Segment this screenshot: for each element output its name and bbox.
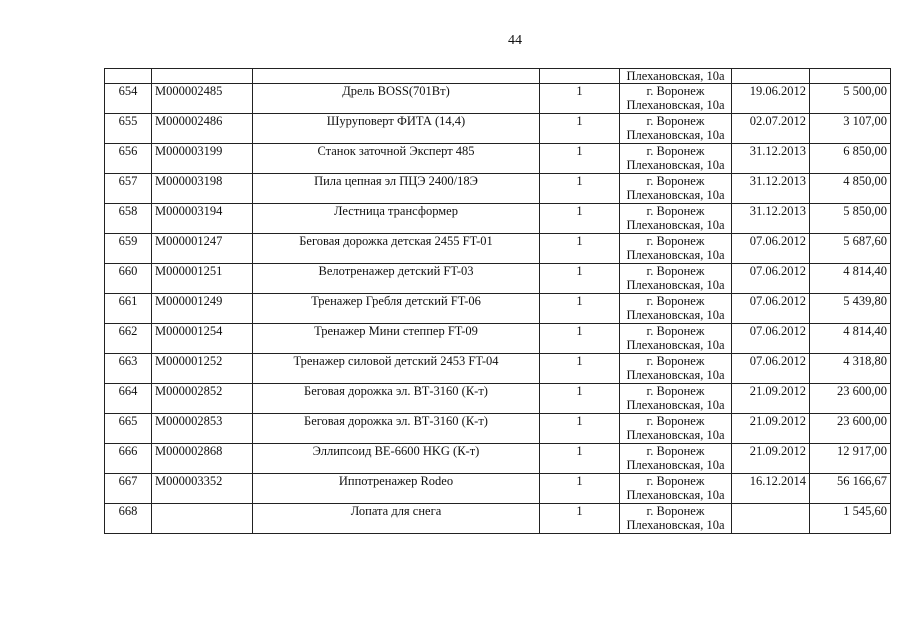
cell-name: Дрель BOSS(701Вт) bbox=[253, 84, 540, 114]
cell-price: 4 850,00 bbox=[810, 174, 891, 204]
cell-price: 23 600,00 bbox=[810, 414, 891, 444]
cell-price: 4 318,80 bbox=[810, 354, 891, 384]
location-line1: г. Воронеж bbox=[646, 474, 705, 488]
cell-name bbox=[253, 69, 540, 84]
cell-price: 1 545,60 bbox=[810, 504, 891, 534]
cell-price: 5 500,00 bbox=[810, 84, 891, 114]
table-row bbox=[105, 354, 891, 384]
table-row bbox=[105, 444, 891, 474]
cell-location bbox=[620, 474, 732, 504]
table-row bbox=[105, 384, 891, 414]
cell-num: 656 bbox=[105, 144, 152, 174]
cell-quantity: 1 bbox=[540, 474, 620, 504]
cell-inventory-number bbox=[152, 69, 253, 84]
location-line1: г. Воронеж bbox=[646, 324, 705, 338]
cell-name: Лестница трансформер bbox=[253, 204, 540, 234]
cell-location bbox=[620, 144, 732, 174]
cell-price: 4 814,40 bbox=[810, 264, 891, 294]
location-line1: г. Воронеж bbox=[646, 144, 705, 158]
cell-price: 3 107,00 bbox=[810, 114, 891, 144]
cell-date: 19.06.2012 bbox=[732, 84, 810, 114]
cell-name: Станок заточной Эксперт 485 bbox=[253, 144, 540, 174]
cell-quantity: 1 bbox=[540, 414, 620, 444]
table-row bbox=[105, 264, 891, 294]
cell-date: 02.07.2012 bbox=[732, 114, 810, 144]
cell-name: Лопата для снега bbox=[253, 504, 540, 534]
cell-quantity: 1 bbox=[540, 354, 620, 384]
cell-location bbox=[620, 354, 732, 384]
cell-num: 666 bbox=[105, 444, 152, 474]
cell-quantity bbox=[540, 69, 620, 84]
cell-name: Тренажер Гребля детский FT-06 bbox=[253, 294, 540, 324]
location-line2: Плехановская, 10а bbox=[626, 308, 725, 322]
cell-inventory-number: М000002852 bbox=[152, 384, 253, 414]
cell-quantity: 1 bbox=[540, 504, 620, 534]
cell-quantity: 1 bbox=[540, 234, 620, 264]
cell-quantity: 1 bbox=[540, 324, 620, 354]
cell-name: Велотренажер детский FT-03 bbox=[253, 264, 540, 294]
cell-inventory-number: М000003194 bbox=[152, 204, 253, 234]
cell-name: Иппотренажер Rodeo bbox=[253, 474, 540, 504]
table-row bbox=[105, 234, 891, 264]
location-line1: г. Воронеж bbox=[646, 234, 705, 248]
location-line1: г. Воронеж bbox=[646, 174, 705, 188]
cell-num: 660 bbox=[105, 264, 152, 294]
cell-quantity: 1 bbox=[540, 144, 620, 174]
cell-location bbox=[620, 324, 732, 354]
cell-name: Шуруповерт ФИТА (14,4) bbox=[253, 114, 540, 144]
table-row bbox=[105, 324, 891, 354]
cell-inventory-number: М000002868 bbox=[152, 444, 253, 474]
cell-name: Беговая дорожка детская 2455 FT-01 bbox=[253, 234, 540, 264]
cell-date: 31.12.2013 bbox=[732, 204, 810, 234]
cell-quantity: 1 bbox=[540, 204, 620, 234]
location-line1: г. Воронеж bbox=[646, 444, 705, 458]
cell-name: Беговая дорожка эл. ВТ-3160 (К-т) bbox=[253, 384, 540, 414]
location-line2: Плехановская, 10а bbox=[626, 428, 725, 442]
location-line2: Плехановская, 10а bbox=[626, 368, 725, 382]
cell-num: 658 bbox=[105, 204, 152, 234]
cell-quantity: 1 bbox=[540, 384, 620, 414]
table-row-continued bbox=[105, 69, 891, 84]
location-line2: Плехановская, 10а bbox=[626, 128, 725, 142]
location-line2: Плехановская, 10а bbox=[626, 338, 725, 352]
cell-date: 07.06.2012 bbox=[732, 234, 810, 264]
cell-inventory-number: М000003352 bbox=[152, 474, 253, 504]
cell-name: Пила цепная эл ПЦЭ 2400/18Э bbox=[253, 174, 540, 204]
location-line2: Плехановская, 10а bbox=[626, 278, 725, 292]
cell-quantity: 1 bbox=[540, 174, 620, 204]
cell-location bbox=[620, 414, 732, 444]
location-line2: Плехановская, 10а bbox=[626, 398, 725, 412]
cell-price: 56 166,67 bbox=[810, 474, 891, 504]
cell-name: Эллипсоид ВЕ-6600 HKG (К-т) bbox=[253, 444, 540, 474]
cell-location bbox=[620, 174, 732, 204]
cell-num: 664 bbox=[105, 384, 152, 414]
cell-num: 662 bbox=[105, 324, 152, 354]
location-line2: Плехановская, 10а bbox=[626, 98, 725, 112]
cell-price: 4 814,40 bbox=[810, 324, 891, 354]
cell-location bbox=[620, 234, 732, 264]
cell-location bbox=[620, 444, 732, 474]
cell-price: 12 917,00 bbox=[810, 444, 891, 474]
cell-location bbox=[620, 204, 732, 234]
cell-price: 5 687,60 bbox=[810, 234, 891, 264]
table-row bbox=[105, 204, 891, 234]
cell-inventory-number: М000001249 bbox=[152, 294, 253, 324]
cell-date: 21.09.2012 bbox=[732, 414, 810, 444]
cell-num: 667 bbox=[105, 474, 152, 504]
location-line1: г. Воронеж bbox=[646, 384, 705, 398]
cell-price: 5 850,00 bbox=[810, 204, 891, 234]
table-row bbox=[105, 114, 891, 144]
cell-inventory-number: М000001251 bbox=[152, 264, 253, 294]
cell-price bbox=[810, 69, 891, 84]
cell-date bbox=[732, 504, 810, 534]
location-line1: г. Воронеж bbox=[646, 414, 705, 428]
location-line2: Плехановская, 10а bbox=[626, 69, 725, 83]
table-row bbox=[105, 174, 891, 204]
location-line1: г. Воронеж bbox=[646, 84, 705, 98]
cell-inventory-number bbox=[152, 504, 253, 534]
table-row bbox=[105, 504, 891, 534]
cell-quantity: 1 bbox=[540, 264, 620, 294]
cell-date: 07.06.2012 bbox=[732, 264, 810, 294]
cell-date: 31.12.2013 bbox=[732, 144, 810, 174]
cell-date: 16.12.2014 bbox=[732, 474, 810, 504]
cell-inventory-number: М000002486 bbox=[152, 114, 253, 144]
cell-inventory-number: М000002853 bbox=[152, 414, 253, 444]
cell-location bbox=[620, 264, 732, 294]
location-line2: Плехановская, 10а bbox=[626, 458, 725, 472]
cell-num: 663 bbox=[105, 354, 152, 384]
cell-num: 668 bbox=[105, 504, 152, 534]
location-line2: Плехановская, 10а bbox=[626, 518, 725, 532]
location-line1: г. Воронеж bbox=[646, 294, 705, 308]
cell-inventory-number: М000001254 bbox=[152, 324, 253, 354]
page-number: 44 bbox=[508, 33, 522, 48]
cell-inventory-number: М000002485 bbox=[152, 84, 253, 114]
table-row bbox=[105, 84, 891, 114]
location-line2: Плехановская, 10а bbox=[626, 158, 725, 172]
location-line1: г. Воронеж bbox=[646, 504, 705, 518]
cell-date: 21.09.2012 bbox=[732, 384, 810, 414]
table-row bbox=[105, 144, 891, 174]
cell-date: 21.09.2012 bbox=[732, 444, 810, 474]
location-line1: г. Воронеж bbox=[646, 204, 705, 218]
cell-date: 07.06.2012 bbox=[732, 324, 810, 354]
table-body bbox=[105, 69, 891, 534]
cell-quantity: 1 bbox=[540, 294, 620, 324]
cell-quantity: 1 bbox=[540, 114, 620, 144]
cell-num bbox=[105, 69, 152, 84]
cell-date: 07.06.2012 bbox=[732, 294, 810, 324]
cell-price: 23 600,00 bbox=[810, 384, 891, 414]
cell-date: 31.12.2013 bbox=[732, 174, 810, 204]
cell-location bbox=[620, 384, 732, 414]
cell-price: 6 850,00 bbox=[810, 144, 891, 174]
location-line2: Плехановская, 10а bbox=[626, 218, 725, 232]
inventory-table bbox=[104, 68, 891, 534]
cell-num: 659 bbox=[105, 234, 152, 264]
location-line2: Плехановская, 10а bbox=[626, 188, 725, 202]
cell-location bbox=[620, 84, 732, 114]
cell-name: Тренажер силовой детский 2453 FT-04 bbox=[253, 354, 540, 384]
location-line2: Плехановская, 10а bbox=[626, 488, 725, 502]
table-row bbox=[105, 474, 891, 504]
location-line1: г. Воронеж bbox=[646, 264, 705, 278]
cell-quantity: 1 bbox=[540, 444, 620, 474]
cell-num: 654 bbox=[105, 84, 152, 114]
cell-location bbox=[620, 114, 732, 144]
cell-num: 657 bbox=[105, 174, 152, 204]
cell-location bbox=[620, 69, 732, 84]
cell-quantity: 1 bbox=[540, 84, 620, 114]
location-line1: г. Воронеж bbox=[646, 354, 705, 368]
cell-name: Тренажер Мини степпер FT-09 bbox=[253, 324, 540, 354]
cell-inventory-number: М000003198 bbox=[152, 174, 253, 204]
cell-date: 07.06.2012 bbox=[732, 354, 810, 384]
cell-num: 665 bbox=[105, 414, 152, 444]
cell-inventory-number: М000003199 bbox=[152, 144, 253, 174]
cell-location bbox=[620, 294, 732, 324]
cell-price: 5 439,80 bbox=[810, 294, 891, 324]
table-row bbox=[105, 414, 891, 444]
cell-num: 661 bbox=[105, 294, 152, 324]
cell-name: Беговая дорожка эл. ВТ-3160 (К-т) bbox=[253, 414, 540, 444]
cell-date bbox=[732, 69, 810, 84]
location-line2: Плехановская, 10а bbox=[626, 248, 725, 262]
location-line1: г. Воронеж bbox=[646, 114, 705, 128]
cell-location bbox=[620, 504, 732, 534]
cell-inventory-number: М000001252 bbox=[152, 354, 253, 384]
cell-inventory-number: М000001247 bbox=[152, 234, 253, 264]
cell-num: 655 bbox=[105, 114, 152, 144]
table-row bbox=[105, 294, 891, 324]
